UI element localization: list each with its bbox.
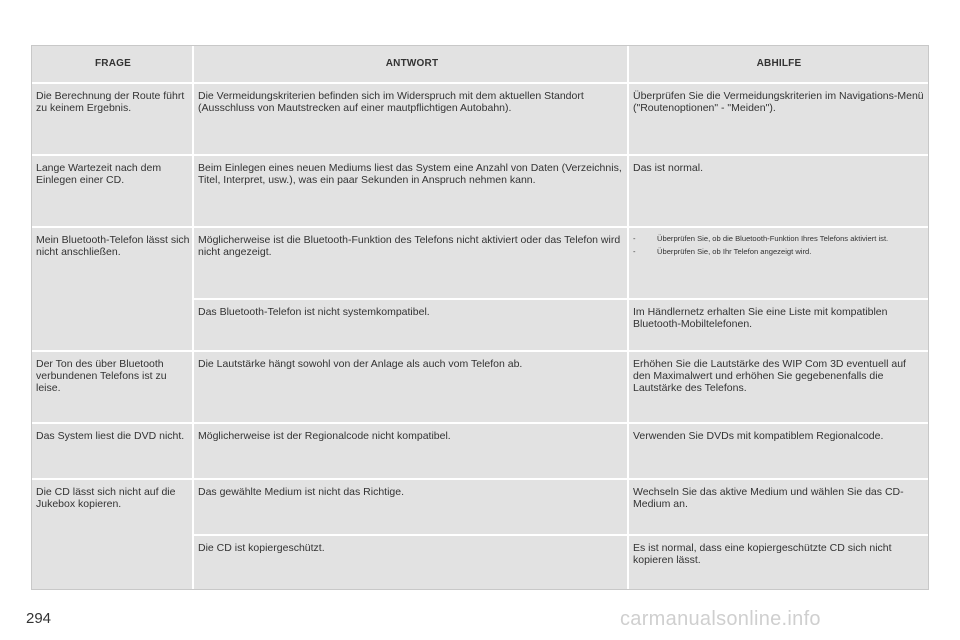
header-frage: FRAGE [95,58,131,69]
bullet-item [633,234,925,243]
bullet-item [633,247,925,256]
answer-cell: Möglicherweise ist der Regionalcode nicht kompatibel. [198,430,451,442]
table-header [32,46,928,82]
bullet-text: Überprüfen Sie, ob Ihr Telefon angezeigt wird. [657,247,812,256]
header-antwort: ANTWORT [385,58,439,69]
table-row [32,156,928,226]
question-cell: Lange Wartezeit nach dem Einlegen einer CD. [36,162,162,186]
bullet-dash: - [633,247,636,256]
bullet-text: Überprüfen Sie, ob die Bluetooth-Funktion Ihres Telefons aktiviert ist. [657,234,889,243]
answer-cell: Das gewählte Medium ist nicht das Richtige. [198,486,405,498]
remedy-cell: Das ist normal. [633,162,704,174]
question-cell: Mein Bluetooth-Telefon lässt sich nicht anschließen. [36,234,190,258]
answer-cell: Beim Einlegen eines neuen Mediums liest das System eine Anzahl von Daten (Verzeichnis, Titel, Interpret, usw.), was ein paar Sekunden in Anspruch nehmen kann. [198,162,622,186]
remedy-cell: Es ist normal, dass eine kopiergeschützte CD sich nicht kopieren lässt. [633,542,892,566]
question-cell: Der Ton des über Bluetooth verbundenen Telefons ist zu leise. [36,358,167,394]
remedy-cell [633,234,925,260]
remedy-cell: Überprüfen Sie die Vermeidungskriterien im Navigations-Menü ("Routenoptionen" - "Meiden"). [633,90,924,114]
troubleshooting-table [31,45,929,590]
page-number: 294 [26,610,52,627]
answer-cell: Die Lautstärke hängt sowohl von der Anlage als auch vom Telefon ab. [198,358,523,370]
table-row [32,424,928,478]
question-cell: Die Berechnung der Route führt zu keinem Ergebnis. [36,90,185,114]
table-subrow [32,536,928,589]
remedy-cell: Verwenden Sie DVDs mit kompatiblem Regionalcode. [633,430,884,442]
answer-cell: Die Vermeidungskriterien befinden sich im Widerspruch mit dem aktuellen Standort (Ausschluss von Mautstrecken auf einer mautpflichtigen Autobahn). [198,90,584,114]
question-cell: Das System liest die DVD nicht. [36,430,185,442]
watermark: carmanualsonline.info [620,608,821,630]
remedy-cell: Im Händlernetz erhalten Sie eine Liste mit kompatiblen Bluetooth-Mobiltelefonen. [633,306,888,330]
table-subrow [32,300,928,350]
bullet-dash: - [633,234,636,243]
answer-cell: Die CD ist kopiergeschützt. [198,542,325,554]
table-row [32,352,928,422]
question-cell: Die CD lässt sich nicht auf die Jukebox kopieren. [36,486,176,510]
remedy-cell: Wechseln Sie das aktive Medium und wählen Sie das CD-Medium an. [633,486,904,510]
remedy-cell: Erhöhen Sie die Lautstärke des WIP Com 3D eventuell auf den Maximalwert und erhöhen Sie gegebenenfalls die Lautstärke des Telefons. [633,358,906,394]
header-abhilfe: ABHILFE [756,58,802,69]
table-row [32,84,928,154]
answer-cell: Möglicherweise ist die Bluetooth-Funktion des Telefons nicht aktiviert oder das Telefon wird nicht angezeigt. [198,234,621,258]
answer-cell: Das Bluetooth-Telefon ist nicht systemkompatibel. [198,306,430,318]
